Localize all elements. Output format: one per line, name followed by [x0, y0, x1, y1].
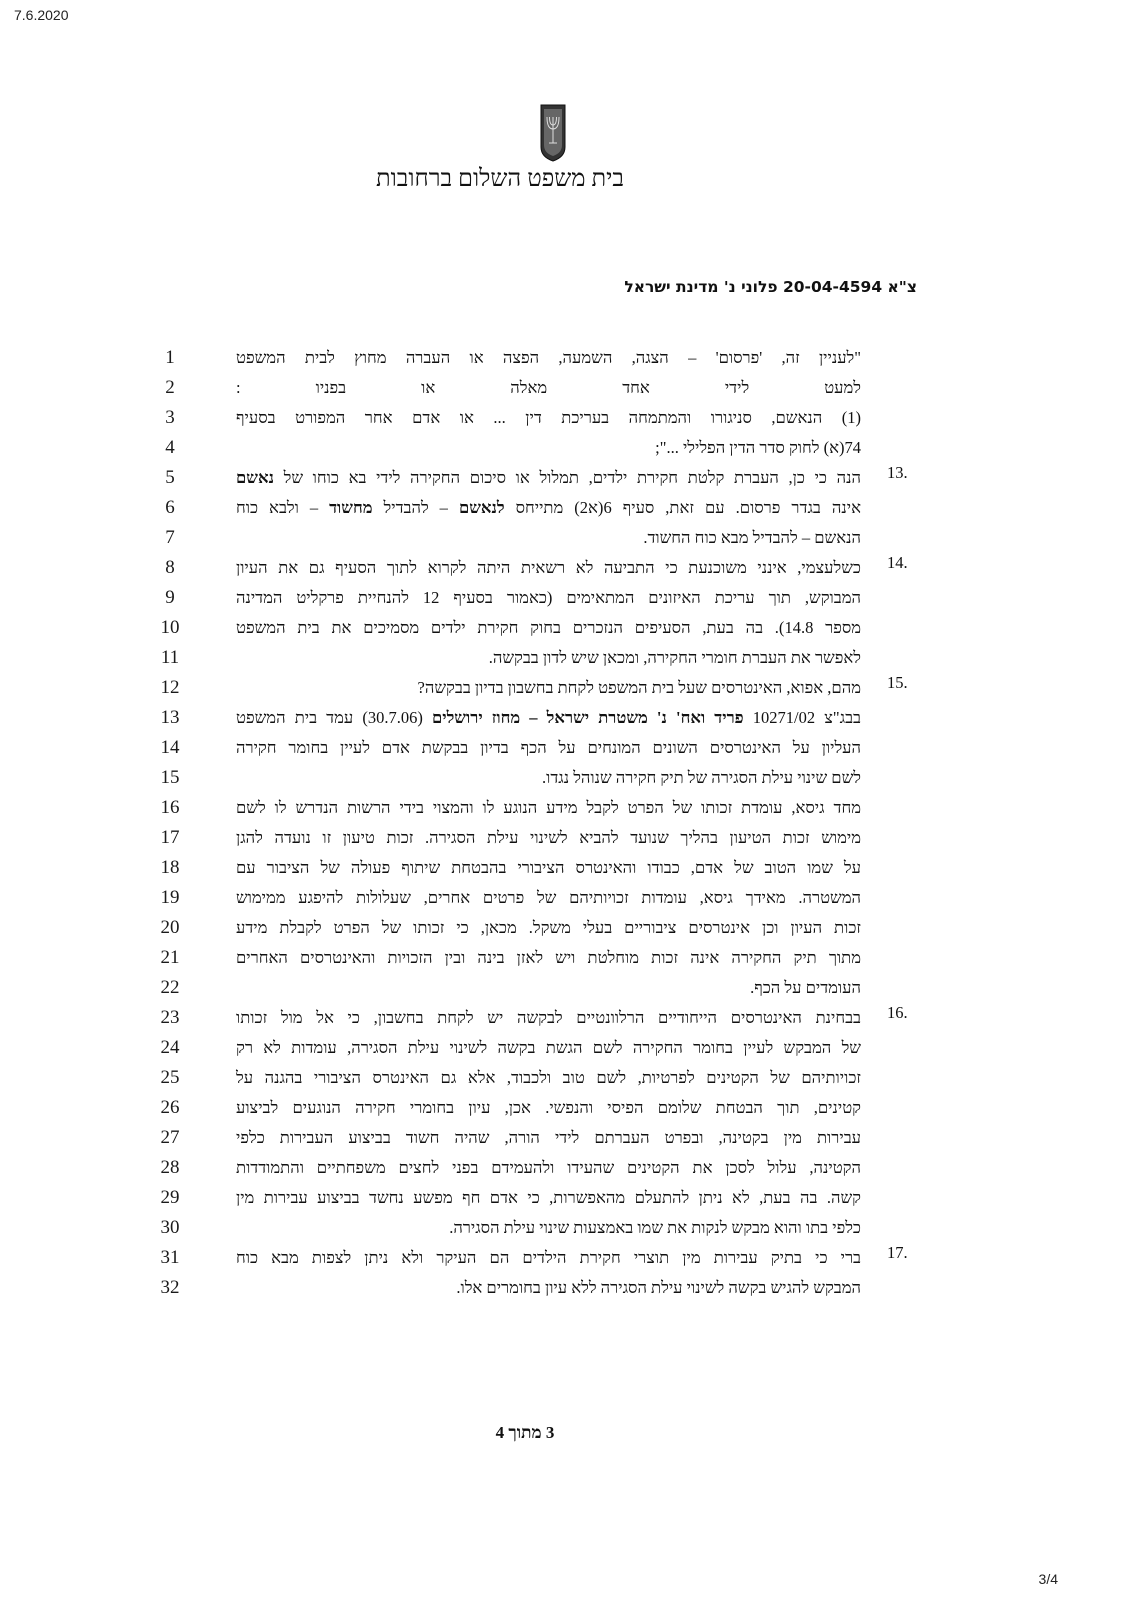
- line-number: 13: [160, 707, 180, 728]
- line-number: 10: [160, 617, 180, 638]
- text-line: בבחינת האינטרסים הייחודיים הרלוונטיים לבקשה יש לקחת בחשבון, כי אל מול זכותו: [236, 1008, 861, 1027]
- line-number: 18: [160, 857, 180, 878]
- text-line: עבירות מין בקטינה, ובפרט העברתם לידי הורה, שהיה חשוד בביצוע העבירות כלפי: [236, 1128, 861, 1147]
- text-line: מחד גיסא, עומדת זכותו של הפרט לקבל מידע הנוגע לו והמצוי בידי הרשות הנדרש לו לשם: [236, 798, 861, 817]
- text-line: הנה כי כן, העברת קלטת חקירת ילדים, תמלול או סיכום החקירה לידי בא כוחו של נאשם: [236, 468, 861, 487]
- text-line: של המבקש לעיין בחומר החקירה לשם הגשת בקשה לשינוי עילת הסגירה, עומדות לא רק: [236, 1038, 861, 1057]
- paragraph-number: 17.: [887, 1243, 908, 1262]
- text-line: המבקש להגיש בקשה לשינוי עילת הסגירה ללא עיון בחומרים אלו.: [456, 1278, 861, 1297]
- text-line: 74(א) לחוק סדר הדין הפלילי ...";: [655, 438, 861, 457]
- text-line: "לעניין זה, 'פרסום' – הצגה, השמעה, הפצה או העברה מחוץ לבית המשפט: [236, 348, 861, 367]
- text-line: אינה בגדר פרסום. עם זאת, סעיף 6(א2) מתייחס לנאשם – להבדיל מחשוד – ולבא כוח: [236, 498, 861, 517]
- line-number: 15: [160, 767, 180, 788]
- text-line: מספר 14.8). בה בעת, הסעיפים הנזכרים בחוק חקירת ילדים מסמיכים את בית המשפט: [236, 618, 862, 637]
- text-line: (1) הנאשם, סניגורו והמתמחה בעריכת דין ... או אדם אחר המפורט בסעיף: [236, 408, 861, 427]
- text-line: הנאשם – להבדיל מבא כוח החשוד.: [643, 528, 861, 547]
- text-line: כלפי בתו והוא מבקש לנקות את שמו באמצעות שינוי עילת הסגירה.: [449, 1218, 861, 1237]
- text-line: מהם, אפוא, האינטרסים שעל בית המשפט לקחת בחשבון בדיון בבקשה?: [417, 678, 861, 697]
- line-number: 1: [165, 347, 175, 368]
- case-title: צ"א 20-04-4594 פלוני נ' מדינת ישראל: [624, 278, 917, 296]
- text-line: לשם שינוי עילת הסגירה של תיק חקירה שנוהל נגדו.: [541, 768, 861, 787]
- state-emblem-icon: [540, 103, 566, 163]
- line-numbers: [150, 343, 190, 1303]
- line-number: 14: [160, 737, 180, 758]
- paragraph-number: 14.: [887, 553, 908, 572]
- line-number: 9: [165, 587, 175, 608]
- line-number: 12: [160, 677, 180, 698]
- line-number: 11: [160, 647, 180, 668]
- text-line: מימוש זכות הטיעון בהליך שנועד להביא לשינוי עילת הסגירה. זכות טיעון זו נועדה להגן: [236, 828, 861, 847]
- line-number: 27: [160, 1127, 180, 1148]
- text-line: בבג"צ 10271/02 פריד ואח' נ' משטרת ישראל – מחוז ירושלים (30.7.06) עמד בית המשפט: [236, 708, 861, 727]
- line-number: 5: [165, 467, 175, 488]
- text-line: המשטרה. מאידך גיסא, עומדות זכויותיהם של פרטים אחרים, שעלולות להיפגע ממימוש: [236, 888, 861, 907]
- line-number: 6: [165, 497, 175, 518]
- text-line: קטינים, תוך הבטחת שלומם הפיסי והנפשי. אכן, עיון בחומרי חקירה הנוגעים לביצוע: [236, 1098, 861, 1117]
- line-number: 28: [160, 1157, 180, 1178]
- text-line: המבוקש, תוך עריכת האיזונים המתאימים (כאמור בסעיף 12 להנחיית פרקליט המדינה: [236, 588, 862, 607]
- line-number: 8: [165, 557, 175, 578]
- text-line: העומדים על הכף.: [750, 978, 861, 997]
- text-line: למעט לידי אחד מאלה או בפניו :: [236, 378, 861, 397]
- paragraph-number: 16.: [887, 1003, 908, 1022]
- print-date: 7.6.2020: [14, 7, 69, 23]
- line-number: 29: [160, 1187, 180, 1208]
- court-name: בית משפט השלום ברחובות: [376, 166, 624, 192]
- line-number: 2: [165, 377, 175, 398]
- text-line: קשה. בה בעת, לא ניתן להתעלם מהאפשרות, כי אדם חף מפשע נחשד בביצוע עבירות מין: [236, 1188, 861, 1207]
- line-number: 31: [160, 1247, 180, 1268]
- text-line: על שמו הטוב של אדם, כבודו והאינטרס הציבורי בהבטחת שיתוף פעולה של הציבור עם: [236, 858, 861, 877]
- line-number: 25: [160, 1067, 180, 1088]
- document-body: [236, 343, 861, 1303]
- line-number: 19: [160, 887, 180, 908]
- paragraph-number: 15.: [887, 673, 908, 692]
- line-number: 24: [160, 1037, 180, 1058]
- paragraph-number: 13.: [887, 463, 908, 482]
- line-number: 32: [160, 1277, 180, 1298]
- text-line: זכות העיון וכן אינטרסים ציבוריים בעלי משקל. מכאן, כי זכותו של הפרט לקבלת מידע: [236, 918, 861, 937]
- line-number: 7: [165, 527, 175, 548]
- line-number: 22: [160, 977, 180, 998]
- page-count: 3/4: [1038, 1571, 1058, 1587]
- text-line: זכויותיהם של הקטינים לפרטיות, לשם טוב ולכבוד, אלא גם האינטרס הציבורי בהגנה על: [236, 1068, 861, 1087]
- text-line: כשלעצמי, אינני משוכנעת כי התביעה לא רשאית היתה לקרוא לתוך הסעיף גם את העיון: [236, 558, 861, 577]
- line-number: 21: [160, 947, 180, 968]
- line-number: 3: [165, 407, 175, 428]
- line-number: 4: [165, 437, 175, 458]
- text-line: הקטינה, עלול לסכן את הקטינים שהעידו ולהעמידם בפני לחצים משפחתיים והתמודדות: [236, 1158, 861, 1177]
- line-number: 26: [160, 1097, 180, 1118]
- text-line: מתוך תיק החקירה אינה זכות מוחלטת ויש לאזן בינה ובין הזכויות והאינטרסים האחרים: [236, 948, 861, 967]
- line-number: 23: [160, 1007, 180, 1028]
- text-line: לאפשר את העברת חומרי החקירה, ומכאן שיש לדון בבקשה.: [488, 648, 861, 667]
- text-line: העליון על האינטרסים השונים המונחים על הכף בדיון בבקשת אדם לעיין בחומר חקירה: [236, 738, 861, 757]
- line-number: 16: [160, 797, 180, 818]
- line-number: 30: [160, 1217, 180, 1238]
- line-number: 17: [160, 827, 180, 848]
- line-number: 20: [160, 917, 180, 938]
- page-footer: 3 מתוך 4: [495, 1423, 555, 1442]
- text-line: ברי כי בתיק עבירות מין תוצרי חקירת הילדים הם העיקר ולא ניתן לצפות מבא כוח: [236, 1248, 861, 1267]
